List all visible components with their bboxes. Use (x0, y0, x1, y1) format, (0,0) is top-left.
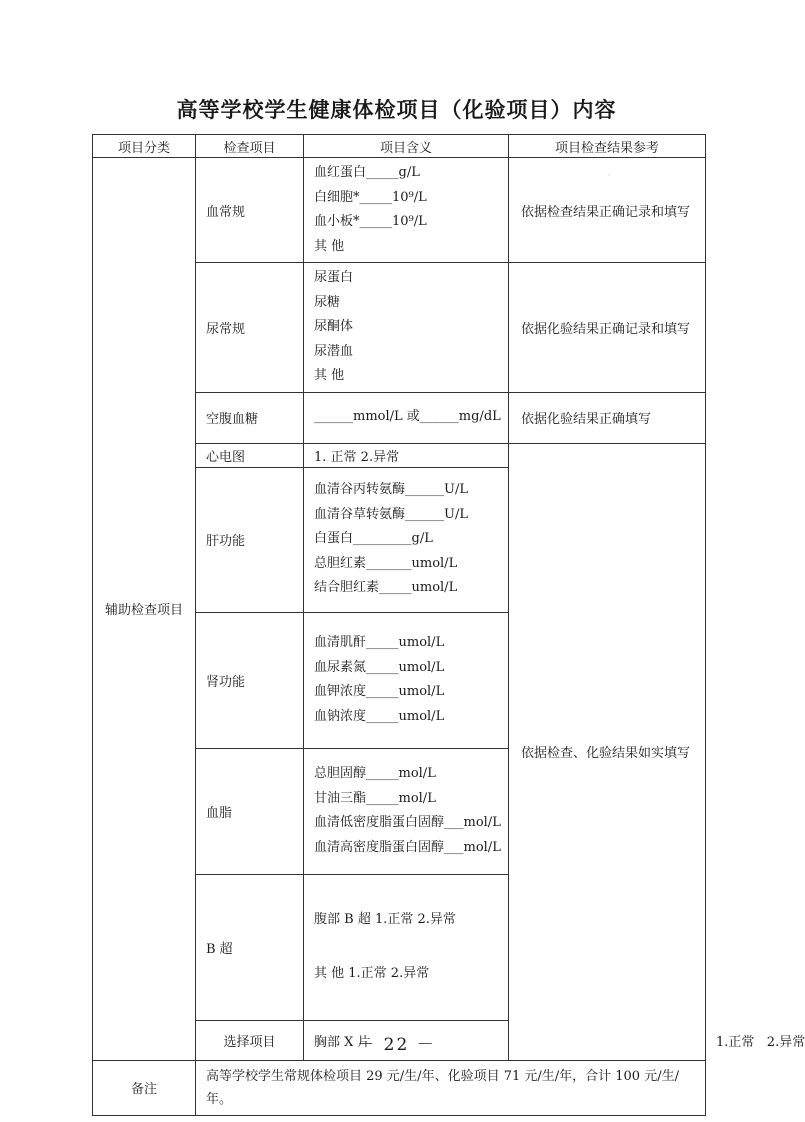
item-xray: 胸部 X 片 (304, 1020, 509, 1060)
ref-urine: 依据化验结果正确记录和填写 (509, 263, 706, 393)
ref-blood: 依据检查结果正确记录和填写 (509, 158, 706, 263)
item-glucose: 空腹血糖 (196, 392, 304, 443)
meaning-urine: 尿蛋白 尿糖 尿酮体 尿潜血 其 他 (304, 263, 509, 393)
table-row (93, 1060, 706, 1115)
header-item: 检查项目 (196, 135, 304, 158)
item-urine: 尿常规 (196, 263, 304, 393)
header-category: 项目分类 (93, 135, 196, 158)
exam-table (92, 134, 805, 1116)
meaning-lipid: 总胆固醇_____mol/L 甘油三酯_____mol/L 血清低密度脂蛋白固醇___mol/L 血清高密度脂蛋白固醇___mol/L (304, 748, 509, 874)
meaning-glucose: ______mmol/L 或______mg/dL (304, 392, 509, 443)
item-lipid: 血脂 (196, 748, 304, 874)
table-header (93, 135, 706, 158)
meaning-blood: 血红蛋白_____g/L 白细胞*_____10⁹/L 血小板*_____10⁹/L 其 他 (304, 158, 509, 263)
table-row (93, 158, 706, 263)
page-title: 高等学校学生健康体检项目（化验项目）内容 (176, 98, 617, 122)
category-optional: 选择项目 (196, 1020, 304, 1060)
item-bus: B 超 (196, 874, 304, 1020)
item-kidney: 肾功能 (196, 612, 304, 748)
meaning-kidney: 血清肌酐_____umol/L 血尿素氮_____umol/L 血钾浓度_____umol/L 血钠浓度_____umol/L (304, 612, 509, 748)
category-aux: 辅助检查项目 (93, 158, 196, 1061)
note-label: 备注 (93, 1060, 196, 1115)
meaning-ecg: 1. 正常 2.异常 (304, 443, 509, 467)
ref-merged: 依据检查、化验结果如实填写 (509, 443, 706, 1060)
meaning-bus: 腹部 B 超 1.正常 2.异常 其 他 1.正常 2.异常 (304, 874, 509, 1020)
item-blood: 血常规 (196, 158, 304, 263)
ref-glucose: 依据化验结果正确填写 (509, 392, 706, 443)
table-row: 选择项目 胸部 X 片 1.正常 2.异常 (93, 1020, 706, 1060)
note-text: 高等学校学生常规体检项目 29 元/生/年、化验项目 71 元/生/年，合计 100 元/生/年。 (196, 1060, 706, 1115)
page-number: － 22 － (357, 1035, 436, 1055)
header-meaning: 项目含义 (304, 135, 509, 158)
scan-mark: · (608, 171, 611, 180)
item-liver: 肝功能 (196, 467, 304, 612)
meaning-liver: 血清谷丙转氨酶______U/L 血清谷草转氨酶______U/L 白蛋白_________g/L 总胆红素_______umol/L 结合胆红素_____umol/L (304, 467, 509, 612)
item-ecg: 心电图 (196, 443, 304, 467)
header-reference: 项目检查结果参考 (509, 135, 706, 158)
